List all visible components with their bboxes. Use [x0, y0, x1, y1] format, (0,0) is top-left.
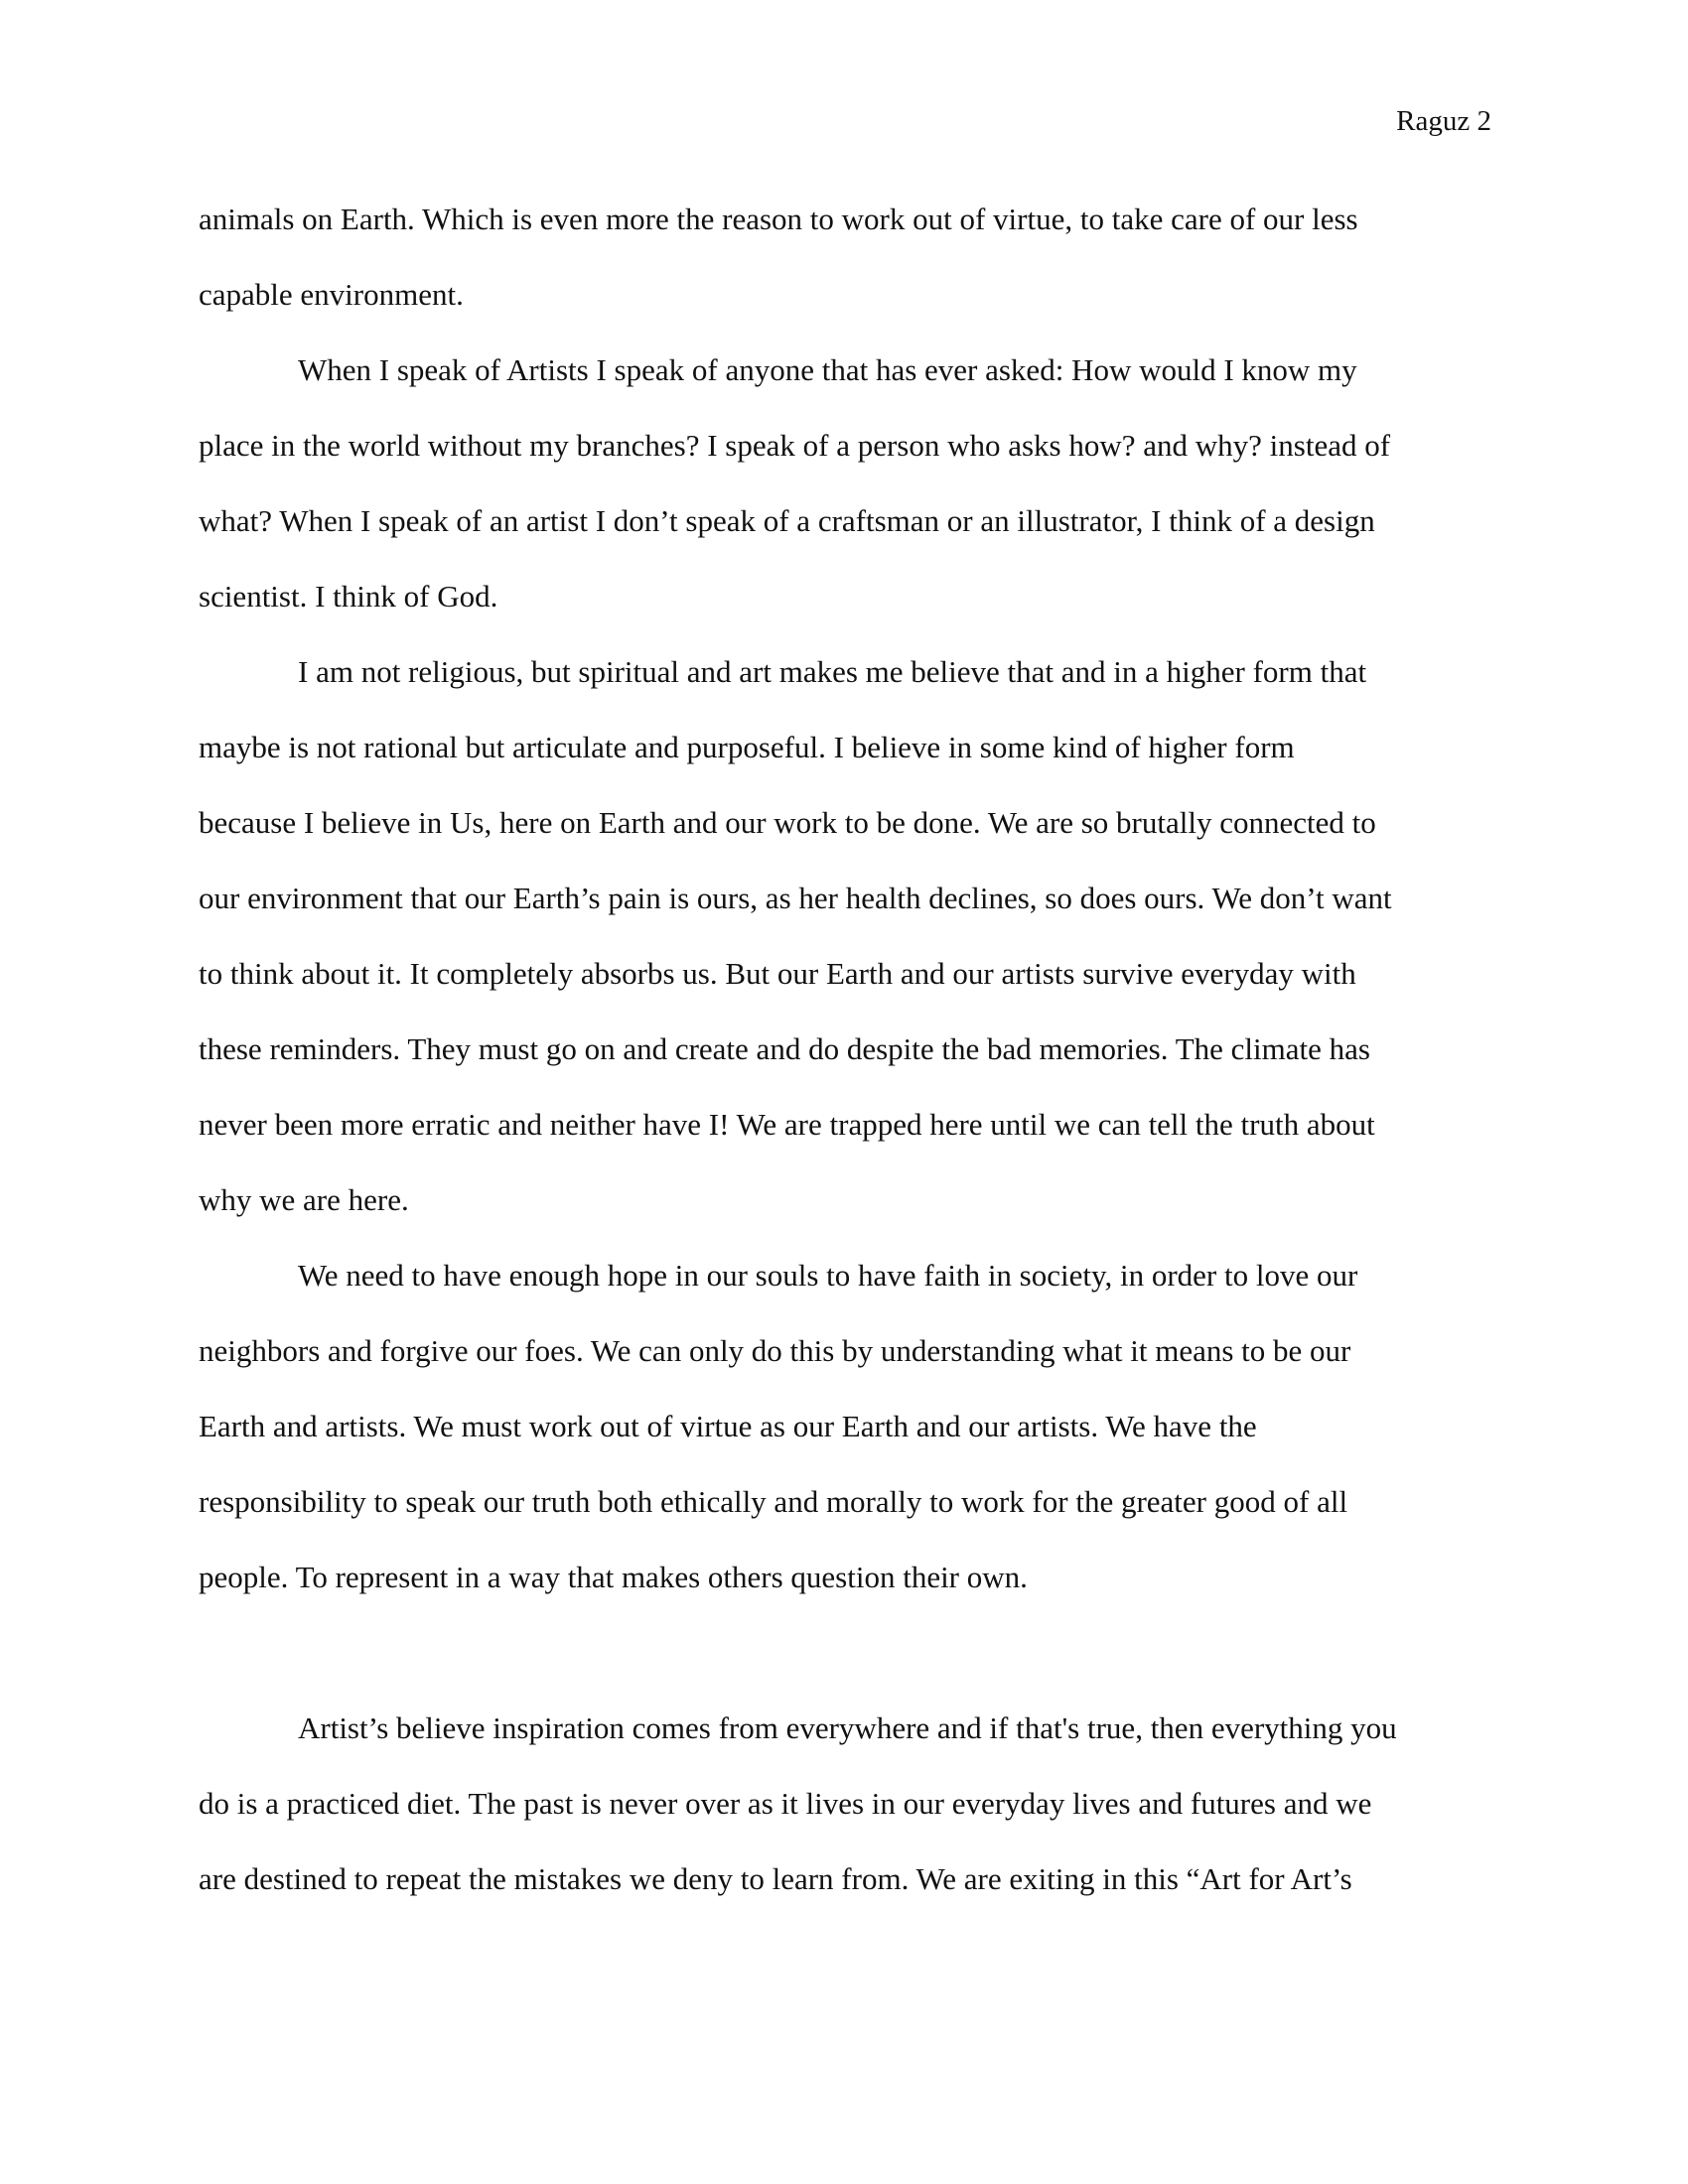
text-line: capable environment.: [199, 277, 464, 312]
text-line: our environment that our Earth’s pain is ours, as her health declines, so does ours. We don’t want: [199, 881, 1392, 915]
text-line: neighbors and forgive our foes. We can only do this by understanding what it means to be our: [199, 1333, 1351, 1368]
paragraph-first-line: I am not religious, but spiritual and art makes me believe that and in a higher form that: [298, 654, 1367, 689]
text-line: scientist. I think of God.: [199, 579, 498, 614]
paragraph-first-line: When I speak of Artists I speak of anyone that has ever asked: How would I know my: [298, 352, 1357, 387]
text-line: are destined to repeat the mistakes we deny to learn from. We are exiting in this “Art for Art’s: [199, 1861, 1352, 1896]
text-line: what? When I speak of an artist I don’t speak of a craftsman or an illustrator, I think of a design: [199, 503, 1375, 538]
text-line: because I believe in Us, here on Earth and our work to be done. We are so brutally connected to: [199, 805, 1376, 840]
paragraph-first-line: We need to have enough hope in our souls to have faith in society, in order to love our: [298, 1258, 1358, 1293]
text-line: maybe is not rational but articulate and purposeful. I believe in some kind of higher form: [199, 730, 1295, 764]
text-line: do is a practiced diet. The past is never over as it lives in our everyday lives and futures and we: [199, 1786, 1372, 1821]
text-line: animals on Earth. Which is even more the reason to work out of virtue, to take care of our less: [199, 202, 1358, 236]
text-line: people. To represent in a way that makes others question their own.: [199, 1560, 1028, 1594]
text-line: these reminders. They must go on and create and do despite the bad memories. The climate has: [199, 1031, 1370, 1066]
text-line: Earth and artists. We must work out of virtue as our Earth and our artists. We have the: [199, 1409, 1257, 1443]
text-line: place in the world without my branches? I speak of a person who asks how? and why? instead of: [199, 428, 1391, 463]
running-head: Raguz 2: [1396, 105, 1491, 137]
paragraph-first-line: Artist’s believe inspiration comes from everywhere and if that's true, then everything you: [298, 1710, 1397, 1745]
text-line: responsibility to speak our truth both ethically and morally to work for the greater good of all: [199, 1484, 1348, 1519]
text-line: never been more erratic and neither have I! We are trapped here until we can tell the truth about: [199, 1107, 1375, 1142]
text-line: why we are here.: [199, 1182, 409, 1217]
text-line: to think about it. It completely absorbs us. But our Earth and our artists survive everyday with: [199, 956, 1356, 991]
